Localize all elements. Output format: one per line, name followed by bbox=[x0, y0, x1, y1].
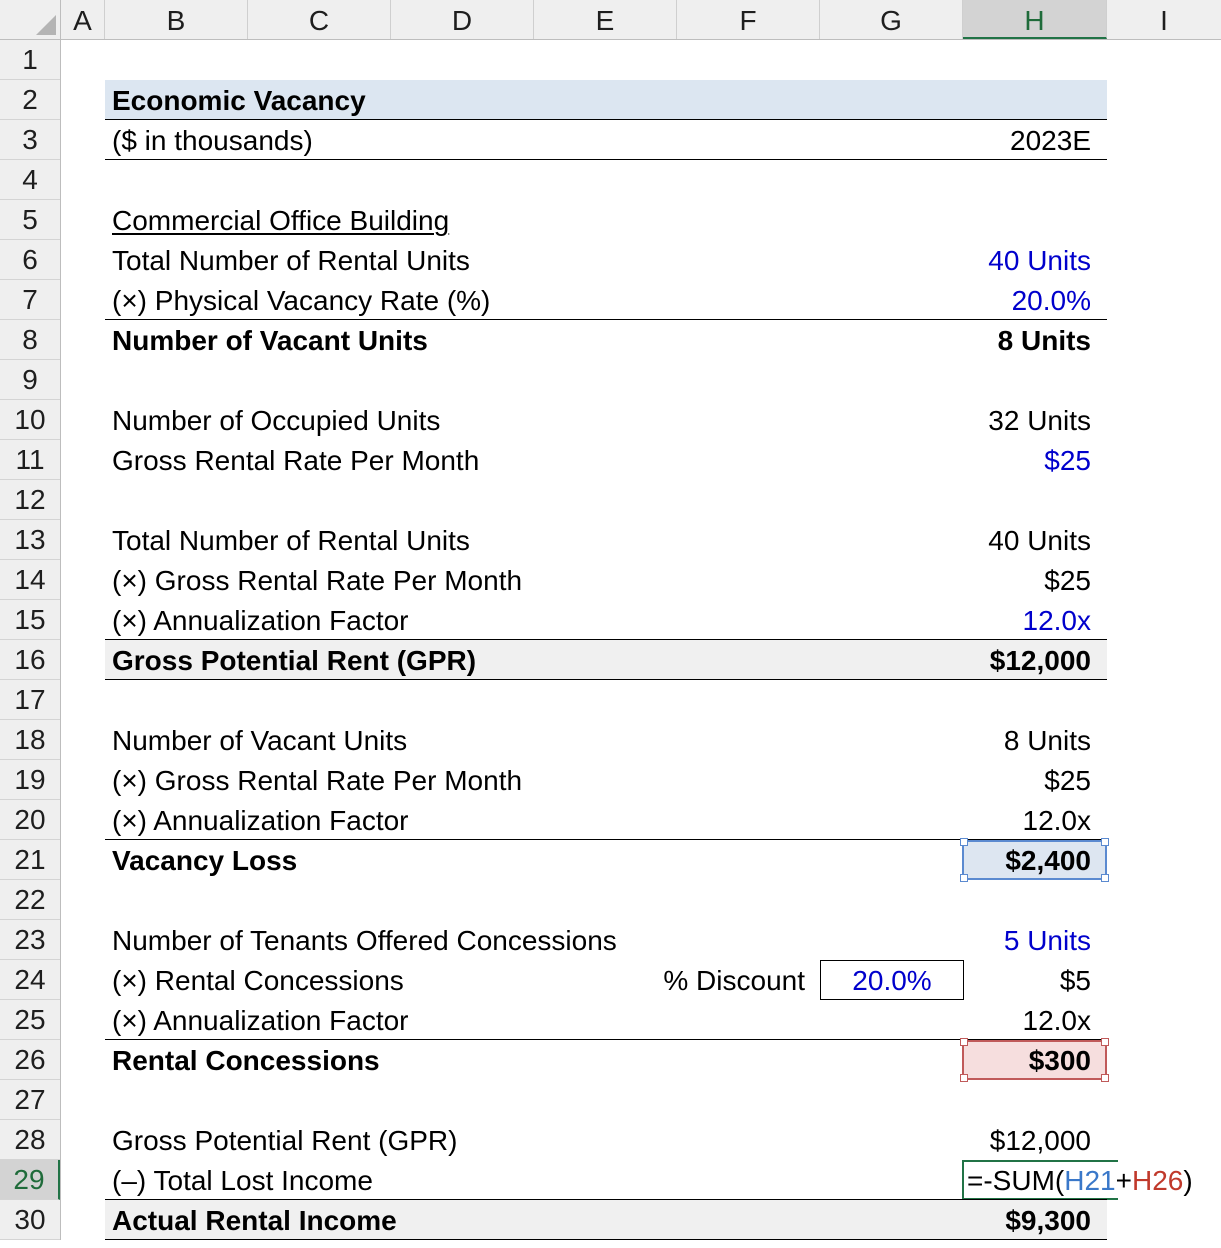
computed-value[interactable]: $12,000 bbox=[989, 645, 1091, 676]
select-all-corner[interactable] bbox=[0, 0, 61, 40]
section-title[interactable]: Commercial Office Building bbox=[112, 205, 450, 236]
table-row bbox=[61, 920, 1221, 960]
row-header[interactable]: 17 bbox=[0, 680, 60, 720]
formula-operator: + bbox=[1115, 1165, 1132, 1196]
row-header[interactable]: 13 bbox=[0, 520, 60, 560]
row-header[interactable]: 15 bbox=[0, 600, 60, 640]
range-handle[interactable] bbox=[1101, 1074, 1109, 1082]
table-row bbox=[61, 1120, 1221, 1160]
row-header[interactable]: 22 bbox=[0, 880, 60, 920]
table-row bbox=[61, 800, 1221, 840]
table-row bbox=[61, 1000, 1221, 1040]
computed-value[interactable]: 8 Units bbox=[1003, 725, 1091, 756]
row-label[interactable]: Number of Vacant Units bbox=[112, 725, 408, 756]
column-header-e[interactable]: E bbox=[534, 0, 677, 39]
formula-ref-h21: H21 bbox=[1064, 1165, 1116, 1196]
discount-label: % Discount bbox=[663, 965, 805, 996]
row-label[interactable]: (×) Annualization Factor bbox=[112, 605, 409, 636]
title-row bbox=[61, 80, 1221, 120]
table-row bbox=[61, 600, 1221, 640]
divider bbox=[105, 159, 1107, 160]
row-header[interactable]: 10 bbox=[0, 400, 60, 440]
row-label[interactable]: (–) Total Lost Income bbox=[112, 1165, 373, 1196]
row-header[interactable]: 6 bbox=[0, 240, 60, 280]
table-row bbox=[61, 840, 1221, 880]
row-header[interactable]: 26 bbox=[0, 1040, 60, 1080]
column-header-i[interactable]: I bbox=[1160, 5, 1168, 36]
row-label[interactable]: Rental Concessions bbox=[112, 1045, 380, 1076]
section-row bbox=[61, 200, 1221, 240]
row-header[interactable]: 9 bbox=[0, 360, 60, 400]
input-value[interactable]: 20.0% bbox=[1011, 285, 1091, 316]
column-header-d[interactable]: D bbox=[391, 0, 534, 39]
row-header[interactable]: 7 bbox=[0, 280, 60, 320]
row-header[interactable]: 30 bbox=[0, 1200, 60, 1240]
row-header[interactable]: 18 bbox=[0, 720, 60, 760]
computed-value[interactable]: $25 bbox=[1044, 565, 1091, 596]
divider bbox=[105, 679, 1107, 680]
row-header[interactable]: 5 bbox=[0, 200, 60, 240]
row-label[interactable]: Total Number of Rental Units bbox=[112, 245, 470, 276]
computed-value[interactable]: $5 bbox=[1059, 965, 1091, 996]
model-title[interactable]: Economic Vacancy bbox=[112, 85, 366, 116]
row-label[interactable]: Gross Rental Rate Per Month bbox=[112, 445, 480, 476]
input-value[interactable]: $25 bbox=[1044, 445, 1091, 476]
range-handle[interactable] bbox=[960, 1038, 968, 1046]
row-label[interactable]: Number of Occupied Units bbox=[112, 405, 441, 436]
row-label[interactable]: Total Number of Rental Units bbox=[112, 525, 470, 556]
row-header[interactable]: 4 bbox=[0, 160, 60, 200]
row-header[interactable]: 28 bbox=[0, 1120, 60, 1160]
row-label[interactable]: (×) Physical Vacancy Rate (%) bbox=[112, 285, 491, 316]
row-header[interactable]: 20 bbox=[0, 800, 60, 840]
period-header[interactable]: 2023E bbox=[1010, 125, 1091, 156]
row-header[interactable]: 24 bbox=[0, 960, 60, 1000]
select-all-icon bbox=[36, 15, 56, 35]
column-header-f[interactable]: F bbox=[677, 0, 820, 39]
row-header[interactable]: 12 bbox=[0, 480, 60, 520]
row-label[interactable]: Number of Tenants Offered Concessions bbox=[112, 925, 617, 956]
row-header[interactable]: 14 bbox=[0, 560, 60, 600]
row-header[interactable]: 1 bbox=[0, 40, 60, 80]
column-header-h[interactable]: H bbox=[963, 0, 1107, 39]
row-header[interactable]: 3 bbox=[0, 120, 60, 160]
column-header-a[interactable]: A bbox=[61, 0, 105, 39]
table-row bbox=[61, 240, 1221, 280]
row-label[interactable]: (×) Annualization Factor bbox=[112, 1005, 409, 1036]
column-header-bar bbox=[61, 0, 1221, 40]
range-handle[interactable] bbox=[960, 874, 968, 882]
formula-text[interactable] bbox=[967, 1160, 1193, 1200]
table-row bbox=[61, 400, 1221, 440]
row-header-bar bbox=[0, 40, 61, 1240]
table-row bbox=[61, 560, 1221, 600]
row-header[interactable]: 11 bbox=[0, 440, 60, 480]
input-value[interactable]: 40 Units bbox=[988, 245, 1091, 276]
row-header[interactable]: 27 bbox=[0, 1080, 60, 1120]
row-label[interactable]: (×) Rental Concessions bbox=[112, 965, 404, 996]
row-header[interactable]: 19 bbox=[0, 760, 60, 800]
computed-value[interactable]: 8 Units bbox=[997, 325, 1091, 356]
formula-suffix: ) bbox=[1183, 1165, 1193, 1196]
computed-value[interactable]: $25 bbox=[1044, 765, 1091, 796]
table-row bbox=[61, 520, 1221, 560]
row-label[interactable]: (×) Gross Rental Rate Per Month bbox=[112, 565, 523, 596]
computed-value[interactable]: 40 Units bbox=[988, 525, 1091, 556]
row-header[interactable]: 21 bbox=[0, 840, 60, 880]
table-row bbox=[61, 320, 1221, 360]
table-row bbox=[61, 1040, 1221, 1080]
column-header-b[interactable]: B bbox=[105, 0, 248, 39]
input-value[interactable]: 5 Units bbox=[1003, 925, 1091, 956]
range-handle[interactable] bbox=[960, 1074, 968, 1082]
range-handle[interactable] bbox=[1101, 1038, 1109, 1046]
computed-value[interactable]: $9,300 bbox=[1005, 1205, 1091, 1236]
divider bbox=[105, 1239, 1107, 1240]
range-handle[interactable] bbox=[1101, 838, 1109, 846]
row-header-selected[interactable]: 29 bbox=[0, 1160, 60, 1200]
units-note-row bbox=[61, 120, 1221, 160]
row-label[interactable]: Gross Potential Rent (GPR) bbox=[112, 1125, 458, 1156]
input-value[interactable]: 12.0x bbox=[1022, 605, 1091, 636]
row-header[interactable]: 8 bbox=[0, 320, 60, 360]
row-label[interactable]: Actual Rental Income bbox=[112, 1205, 397, 1236]
table-row bbox=[61, 720, 1221, 760]
table-row bbox=[61, 1200, 1221, 1240]
row-label[interactable]: (×) Gross Rental Rate Per Month bbox=[112, 765, 523, 796]
computed-value[interactable]: 12.0x bbox=[1022, 805, 1091, 836]
range-handle[interactable] bbox=[1101, 874, 1109, 882]
row-label[interactable]: Number of Vacant Units bbox=[112, 325, 428, 356]
row-label[interactable]: Gross Potential Rent (GPR) bbox=[112, 645, 477, 676]
range-handle[interactable] bbox=[960, 838, 968, 846]
units-note[interactable]: ($ in thousands) bbox=[112, 125, 313, 156]
table-row bbox=[61, 760, 1221, 800]
column-header-c[interactable]: C bbox=[248, 0, 391, 39]
computed-value[interactable]: $12,000 bbox=[989, 1125, 1091, 1156]
table-row bbox=[61, 1160, 1221, 1200]
row-label[interactable]: Vacancy Loss bbox=[112, 845, 298, 876]
computed-value[interactable]: 12.0x bbox=[1022, 1005, 1091, 1036]
row-header[interactable]: 23 bbox=[0, 920, 60, 960]
table-row bbox=[61, 440, 1221, 480]
computed-value[interactable]: $2,400 bbox=[1005, 845, 1091, 876]
row-header[interactable]: 25 bbox=[0, 1000, 60, 1040]
table-row bbox=[61, 640, 1221, 680]
computed-value[interactable]: 32 Units bbox=[988, 405, 1091, 436]
column-header-g[interactable]: G bbox=[820, 0, 963, 39]
table-row bbox=[61, 960, 1221, 1000]
row-header[interactable]: 2 bbox=[0, 80, 60, 120]
row-header[interactable]: 16 bbox=[0, 640, 60, 680]
table-row bbox=[61, 280, 1221, 320]
cell-grid[interactable] bbox=[61, 40, 1221, 1248]
formula-ref-h26: H26 bbox=[1131, 1165, 1184, 1196]
discount-input[interactable]: 20.0% bbox=[820, 960, 964, 1000]
row-label[interactable]: (×) Annualization Factor bbox=[112, 805, 409, 836]
computed-value[interactable]: $300 bbox=[1028, 1045, 1091, 1076]
formula-prefix: =-SUM( bbox=[967, 1165, 1065, 1196]
